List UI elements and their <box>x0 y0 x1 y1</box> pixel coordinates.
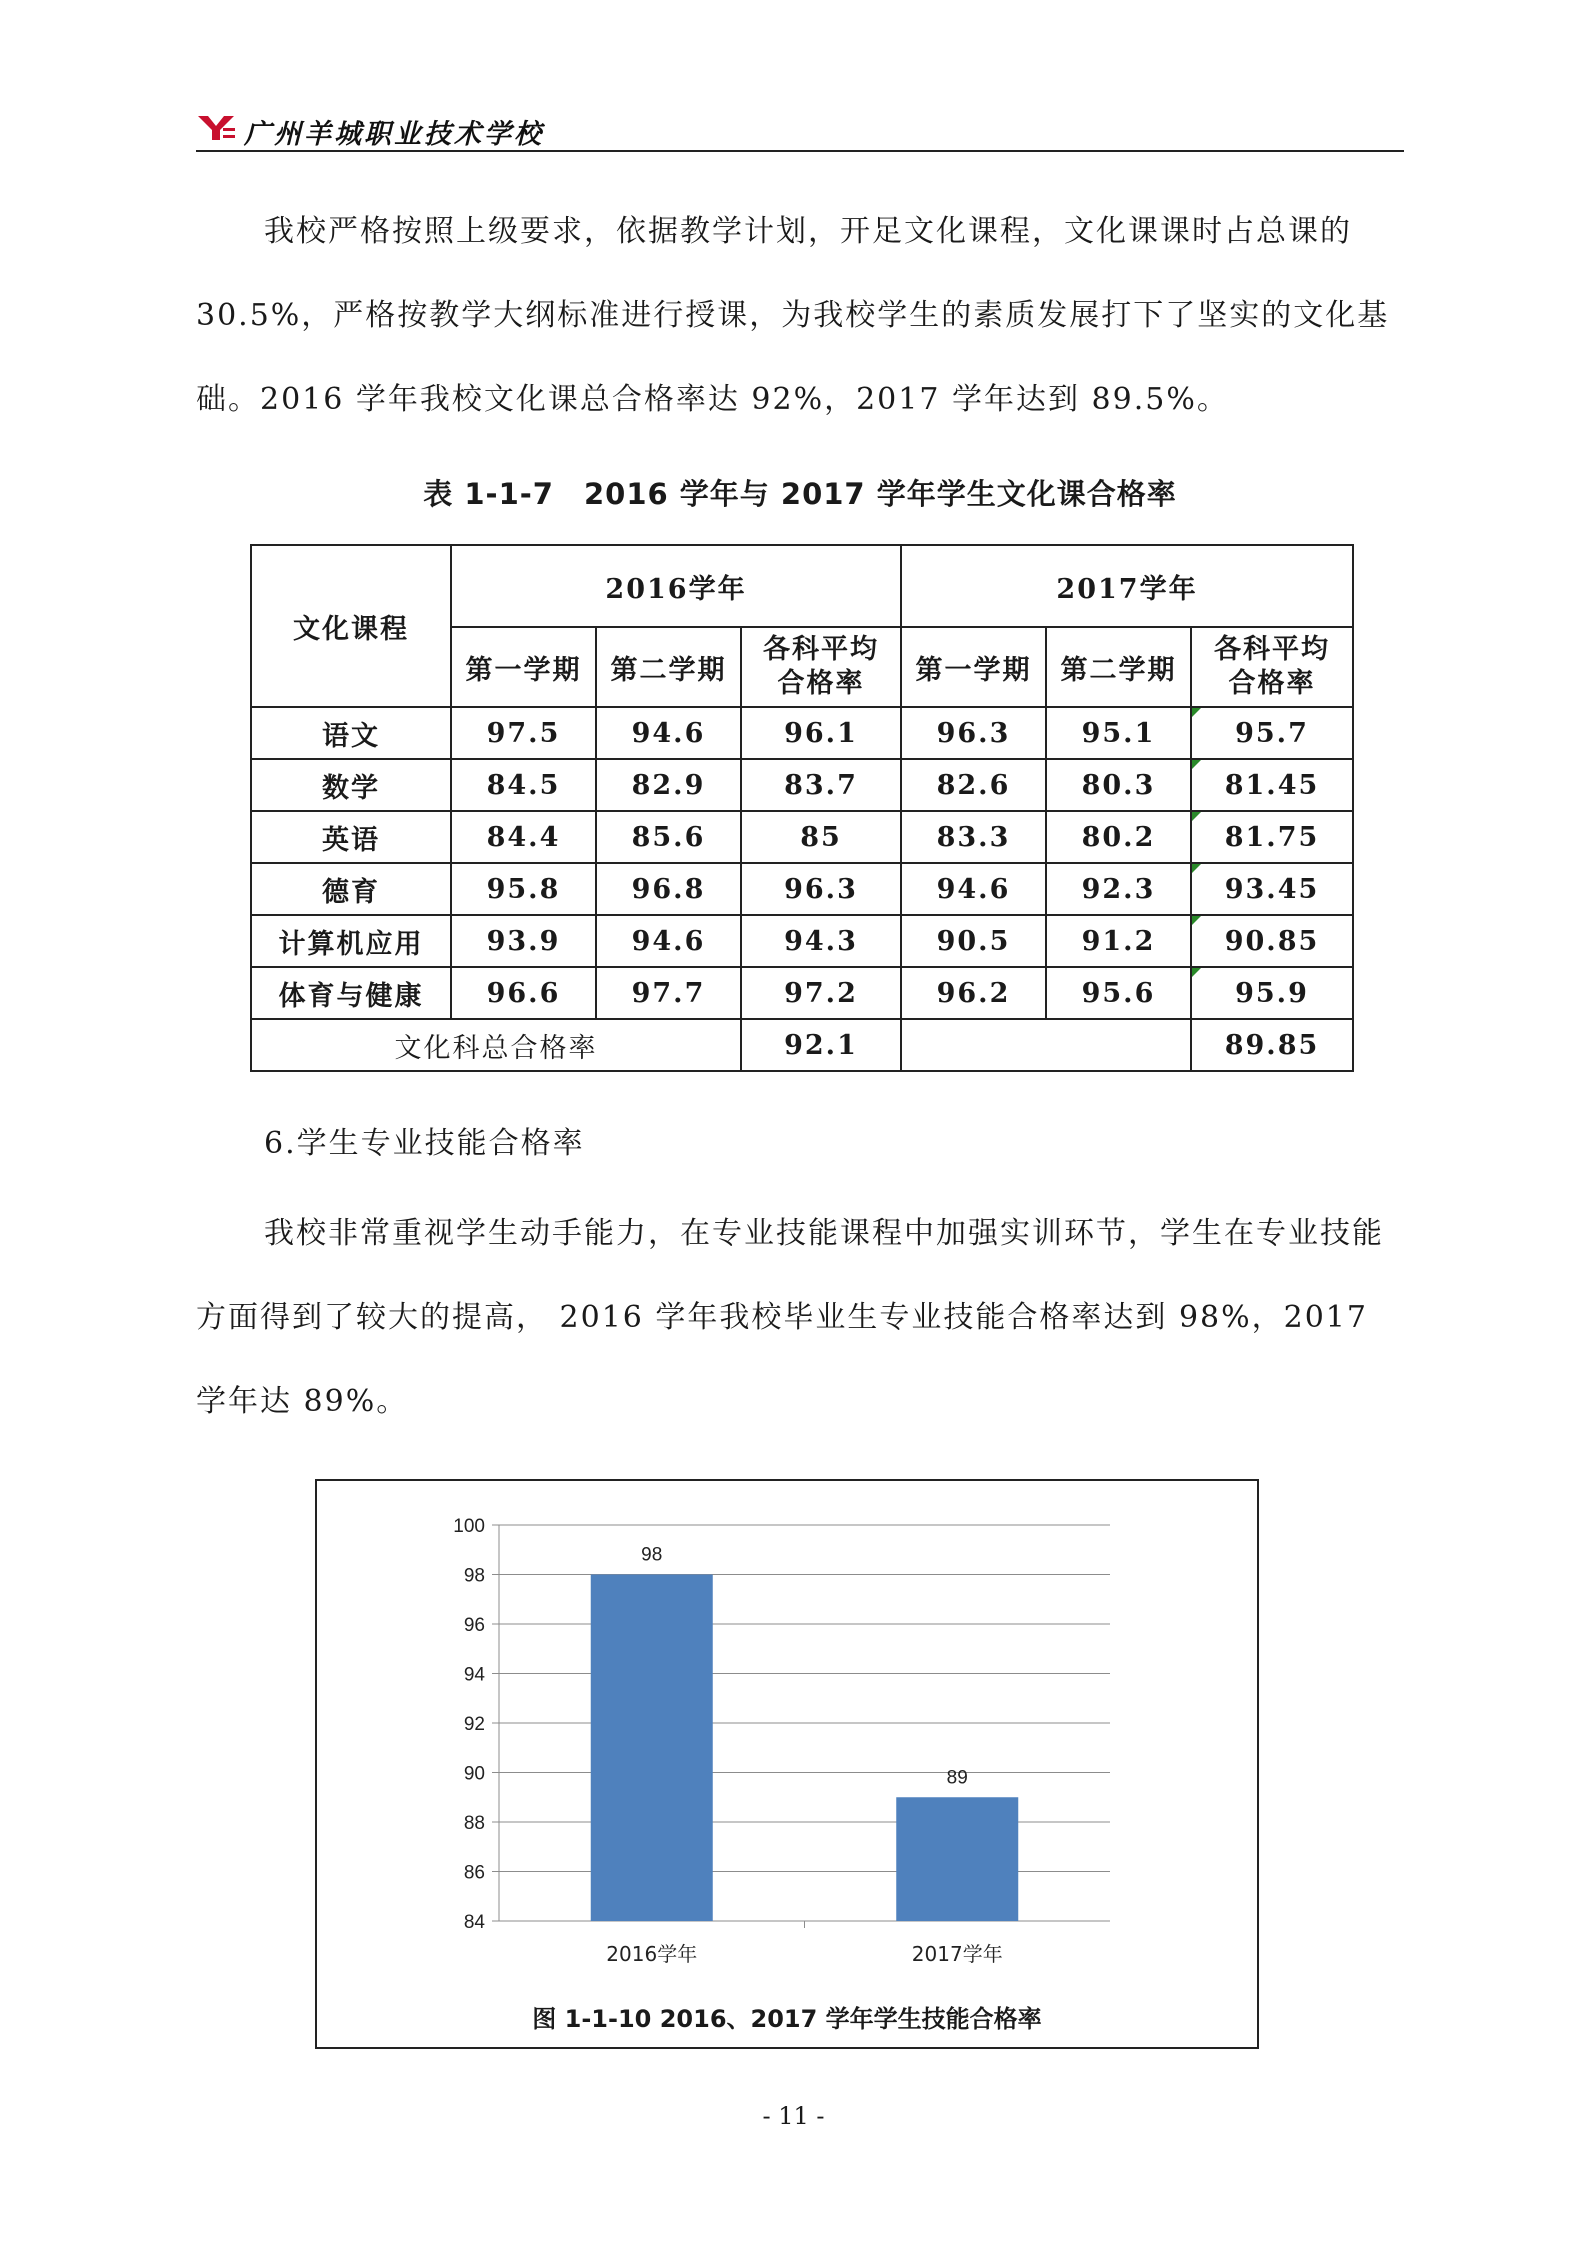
chart-caption: 图 1-1-10 2016、2017 学年学生技能合格率 <box>532 2005 1042 2033</box>
rate-cell: 96.3 <box>741 863 901 915</box>
rate-cell: 95.6 <box>1046 967 1191 1019</box>
sem1-header: 第一学期 <box>451 627 596 707</box>
rate-cell: 84.4 <box>451 811 596 863</box>
rate-cell: 80.3 <box>1046 759 1191 811</box>
rate-cell: 95.1 <box>1046 707 1191 759</box>
year-2016-header: 2016学年 <box>451 545 901 627</box>
school-logo-icon <box>196 112 236 142</box>
table-row <box>251 707 1353 759</box>
y-tick-label: 90 <box>463 1763 485 1785</box>
bar <box>591 1575 713 1922</box>
course-header: 文化课程 <box>251 545 451 707</box>
intro-paragraph <box>196 190 1404 442</box>
rate-cell: 83.3 <box>901 811 1046 863</box>
rate-cell: 97.7 <box>596 967 741 1019</box>
avg-header: 各科平均合格率 <box>741 627 901 707</box>
rate-cell: 90.5 <box>901 915 1046 967</box>
table-row <box>251 967 1353 1019</box>
rate-cell: 95.8 <box>451 863 596 915</box>
rate-cell: 93.9 <box>451 915 596 967</box>
x-category-label: 2016学年 <box>606 1942 698 1966</box>
course-name: 语文 <box>251 707 451 759</box>
culture-course-table <box>250 544 1354 1072</box>
rate-cell: 84.5 <box>451 759 596 811</box>
sem1-header: 第一学期 <box>901 627 1046 707</box>
rate-cell: 90.85 <box>1191 915 1353 967</box>
bar-data-label: 98 <box>641 1544 663 1566</box>
skills-chart <box>315 1479 1259 2049</box>
rate-cell: 83.7 <box>741 759 901 811</box>
rate-cell: 95.9 <box>1191 967 1353 1019</box>
skills-paragraph <box>196 1192 1404 1444</box>
skills-text: 我校非常重视学生动手能力，在专业技能课程中加强实训环节，学生在专业技能方面得到了较大的提高， 2016 学年我校毕业生专业技能合格率达到 98%，2017 学年达 89%。 <box>196 1216 1384 1419</box>
y-tick-label: 88 <box>463 1813 485 1834</box>
sem2-header: 第二学期 <box>1046 627 1191 707</box>
y-tick-label: 96 <box>463 1615 485 1636</box>
rate-cell: 96.8 <box>596 863 741 915</box>
rate-cell: 96.6 <box>451 967 596 1019</box>
bar-data-label: 89 <box>946 1767 968 1789</box>
y-tick-label: 100 <box>453 1516 485 1537</box>
y-tick-label: 92 <box>463 1714 485 1735</box>
rate-cell: 97.5 <box>451 707 596 759</box>
total-empty <box>901 1019 1191 1071</box>
course-name: 计算机应用 <box>251 915 451 967</box>
table-row <box>251 811 1353 863</box>
rate-cell: 92.3 <box>1046 863 1191 915</box>
y-tick-label: 84 <box>463 1912 485 1933</box>
section-heading: 6.学生专业技能合格率 <box>264 1126 585 1161</box>
rate-cell: 80.2 <box>1046 811 1191 863</box>
total-label: 文化科总合格率 <box>251 1019 741 1071</box>
course-name: 德育 <box>251 863 451 915</box>
sem2-header: 第二学期 <box>596 627 741 707</box>
rate-cell: 97.2 <box>741 967 901 1019</box>
rate-cell: 96.2 <box>901 967 1046 1019</box>
rate-cell: 85 <box>741 811 901 863</box>
rate-cell: 93.45 <box>1191 863 1353 915</box>
skills-bar-chart <box>317 1481 1257 1991</box>
course-name: 英语 <box>251 811 451 863</box>
rate-cell: 81.75 <box>1191 811 1353 863</box>
rate-cell: 94.6 <box>596 915 741 967</box>
rate-cell: 91.2 <box>1046 915 1191 967</box>
table-caption: 表 1-1-7 2016 学年与 2017 学年学生文化课合格率 <box>423 477 1177 511</box>
course-name: 体育与健康 <box>251 967 451 1019</box>
rate-cell: 94.3 <box>741 915 901 967</box>
school-name: 广州羊城职业技术学校 <box>244 119 544 150</box>
year-2017-header: 2017学年 <box>901 545 1353 627</box>
rate-cell: 96.1 <box>741 707 901 759</box>
y-tick-label: 94 <box>463 1664 485 1686</box>
table-row <box>251 915 1353 967</box>
rate-cell: 82.6 <box>901 759 1046 811</box>
rate-cell: 94.6 <box>901 863 1046 915</box>
avg-header: 各科平均合格率 <box>1191 627 1353 707</box>
y-tick-label: 98 <box>463 1565 485 1587</box>
intro-text: 我校严格按照上级要求，依据教学计划，开足文化课程，文化课课时占总课的 30.5%，严格按教学大纲标准进行授课，为我校学生的素质发展打下了坚实的文化基础。2016 学年我校文化课总合格率达 92%，2017 学年达到 89.5%。 <box>196 214 1390 417</box>
course-name: 数学 <box>251 759 451 811</box>
bar <box>896 1797 1018 1921</box>
rate-cell: 85.6 <box>596 811 741 863</box>
total-2016: 92.1 <box>741 1019 901 1071</box>
table-total-row <box>251 1019 1353 1071</box>
table-row <box>251 863 1353 915</box>
y-tick-label: 86 <box>463 1862 485 1884</box>
page-header <box>196 108 1404 152</box>
table-row <box>251 759 1353 811</box>
rate-cell: 95.7 <box>1191 707 1353 759</box>
page-number: - 11 - <box>762 2102 825 2130</box>
total-2017: 89.85 <box>1191 1019 1353 1071</box>
rate-cell: 96.3 <box>901 707 1046 759</box>
rate-cell: 81.45 <box>1191 759 1353 811</box>
rate-cell: 94.6 <box>596 707 741 759</box>
x-category-label: 2017学年 <box>911 1942 1003 1966</box>
rate-cell: 82.9 <box>596 759 741 811</box>
